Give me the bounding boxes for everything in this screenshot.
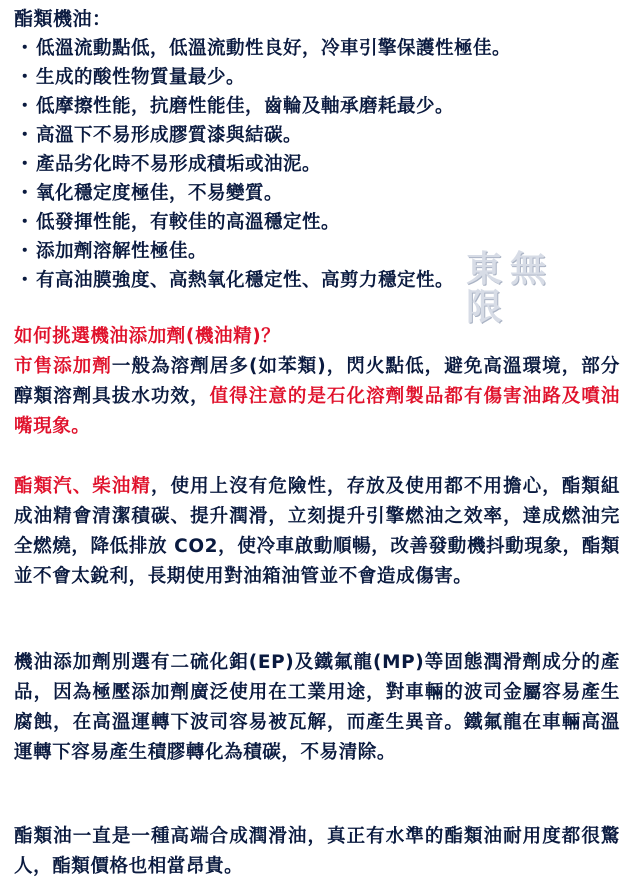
- section-heading-ester-oil: 酯類機油：: [14, 8, 112, 30]
- watermark-char: 無: [510, 248, 547, 290]
- paragraph-text: ，使用上沒有危險性，存放及使用都不用擔心，酯類組成油精會清潔積碳、提升潤滑，立刻提升引擎燃油之效率，達成燃油完全燃燒，降低排放 CO2，使冷車啟動順暢，改善發動機抖動現象，酯類並不會太銳利，長期使用對油箱油管並不會造成傷害。: [14, 476, 621, 587]
- bullet-dot-icon: ・: [15, 241, 35, 262]
- section-paragraph: [14, 352, 620, 442]
- watermark-char: 東: [466, 248, 503, 290]
- bullet-dot-icon: ・: [15, 96, 35, 117]
- list-item: [14, 63, 511, 92]
- bullet-dot-icon: ・: [15, 125, 35, 146]
- bullet-dot-icon: ・: [15, 183, 35, 204]
- ester-oil-benefits-list: [14, 34, 511, 295]
- list-item: [14, 208, 511, 237]
- list-item-text: 產品劣化時不易形成積垢或油泥。: [36, 154, 322, 175]
- section-solid-lubricant-warning: [14, 648, 620, 768]
- list-item-text: 有高油膜強度、高熱氧化穩定性、高剪力穩定性。: [36, 270, 455, 291]
- list-item-text: 生成的酸性物質量最少。: [36, 67, 246, 88]
- section-paragraph: 機油添加劑別選有二硫化鉬(EP)及鐵氟龍(MP)等固態潤滑劑成分的產品，因為極壓添加劑廣泛使用在工業用途，對車輛的波司金屬容易產生腐蝕，在高溫運轉下波司容易被瓦解，而產生異音。鐵氟龍在車輛高溫運轉下容易產生積膠轉化為積碳，不易清除。: [14, 652, 620, 763]
- list-item: [14, 121, 511, 150]
- section-additive-selection: [14, 322, 620, 442]
- list-item: [14, 92, 511, 121]
- list-item: [14, 34, 511, 63]
- section-ester-fuel-additive: [14, 472, 620, 592]
- list-item: [14, 266, 511, 295]
- bullet-dot-icon: ・: [15, 212, 35, 233]
- highlight-text: 酯類汽、柴油精: [14, 476, 151, 497]
- bullet-dot-icon: ・: [15, 67, 35, 88]
- bullet-dot-icon: ・: [15, 38, 35, 59]
- list-item-text: 高溫下不易形成膠質漆與結碳。: [36, 125, 303, 146]
- list-item: [14, 179, 511, 208]
- warning-text: 值得注意的是石化溶劑製品都有傷害油路及噴油嘴現象。: [14, 386, 620, 437]
- list-item-text: 氧化穩定度極佳，不易變質。: [36, 183, 284, 204]
- section-paragraph: 酯類油一直是一種高端合成潤滑油，真正有水準的酯類油耐用度都很驚人，酯類價格也相當昂貴。: [14, 826, 620, 877]
- list-item-text: 低發揮性能，有較佳的高溫穩定性。: [36, 212, 341, 233]
- section-ester-oil-summary: [14, 822, 620, 882]
- list-item: [14, 237, 511, 266]
- section-paragraph: [14, 472, 620, 592]
- highlight-text: 市售添加劑: [14, 356, 112, 377]
- bullet-dot-icon: ・: [15, 270, 35, 291]
- list-item-text: 低摩擦性能，抗磨性能佳，齒輪及軸承磨耗最少。: [36, 96, 455, 117]
- watermark-char: 限: [466, 286, 503, 328]
- list-item-text: 添加劑溶解性極佳。: [36, 241, 208, 262]
- list-item-text: 低溫流動點低，低溫流動性良好，冷車引擎保護性極佳。: [36, 38, 512, 59]
- paragraph-text: 一般為溶劑居多(如苯類)，閃火點低，避免高溫環境，部分醇類溶劑具拔水功效，: [14, 356, 620, 407]
- bullet-dot-icon: ・: [15, 154, 35, 175]
- section-question-heading: 如何挑選機油添加劑(機油精)？: [14, 326, 281, 347]
- list-item: [14, 150, 511, 179]
